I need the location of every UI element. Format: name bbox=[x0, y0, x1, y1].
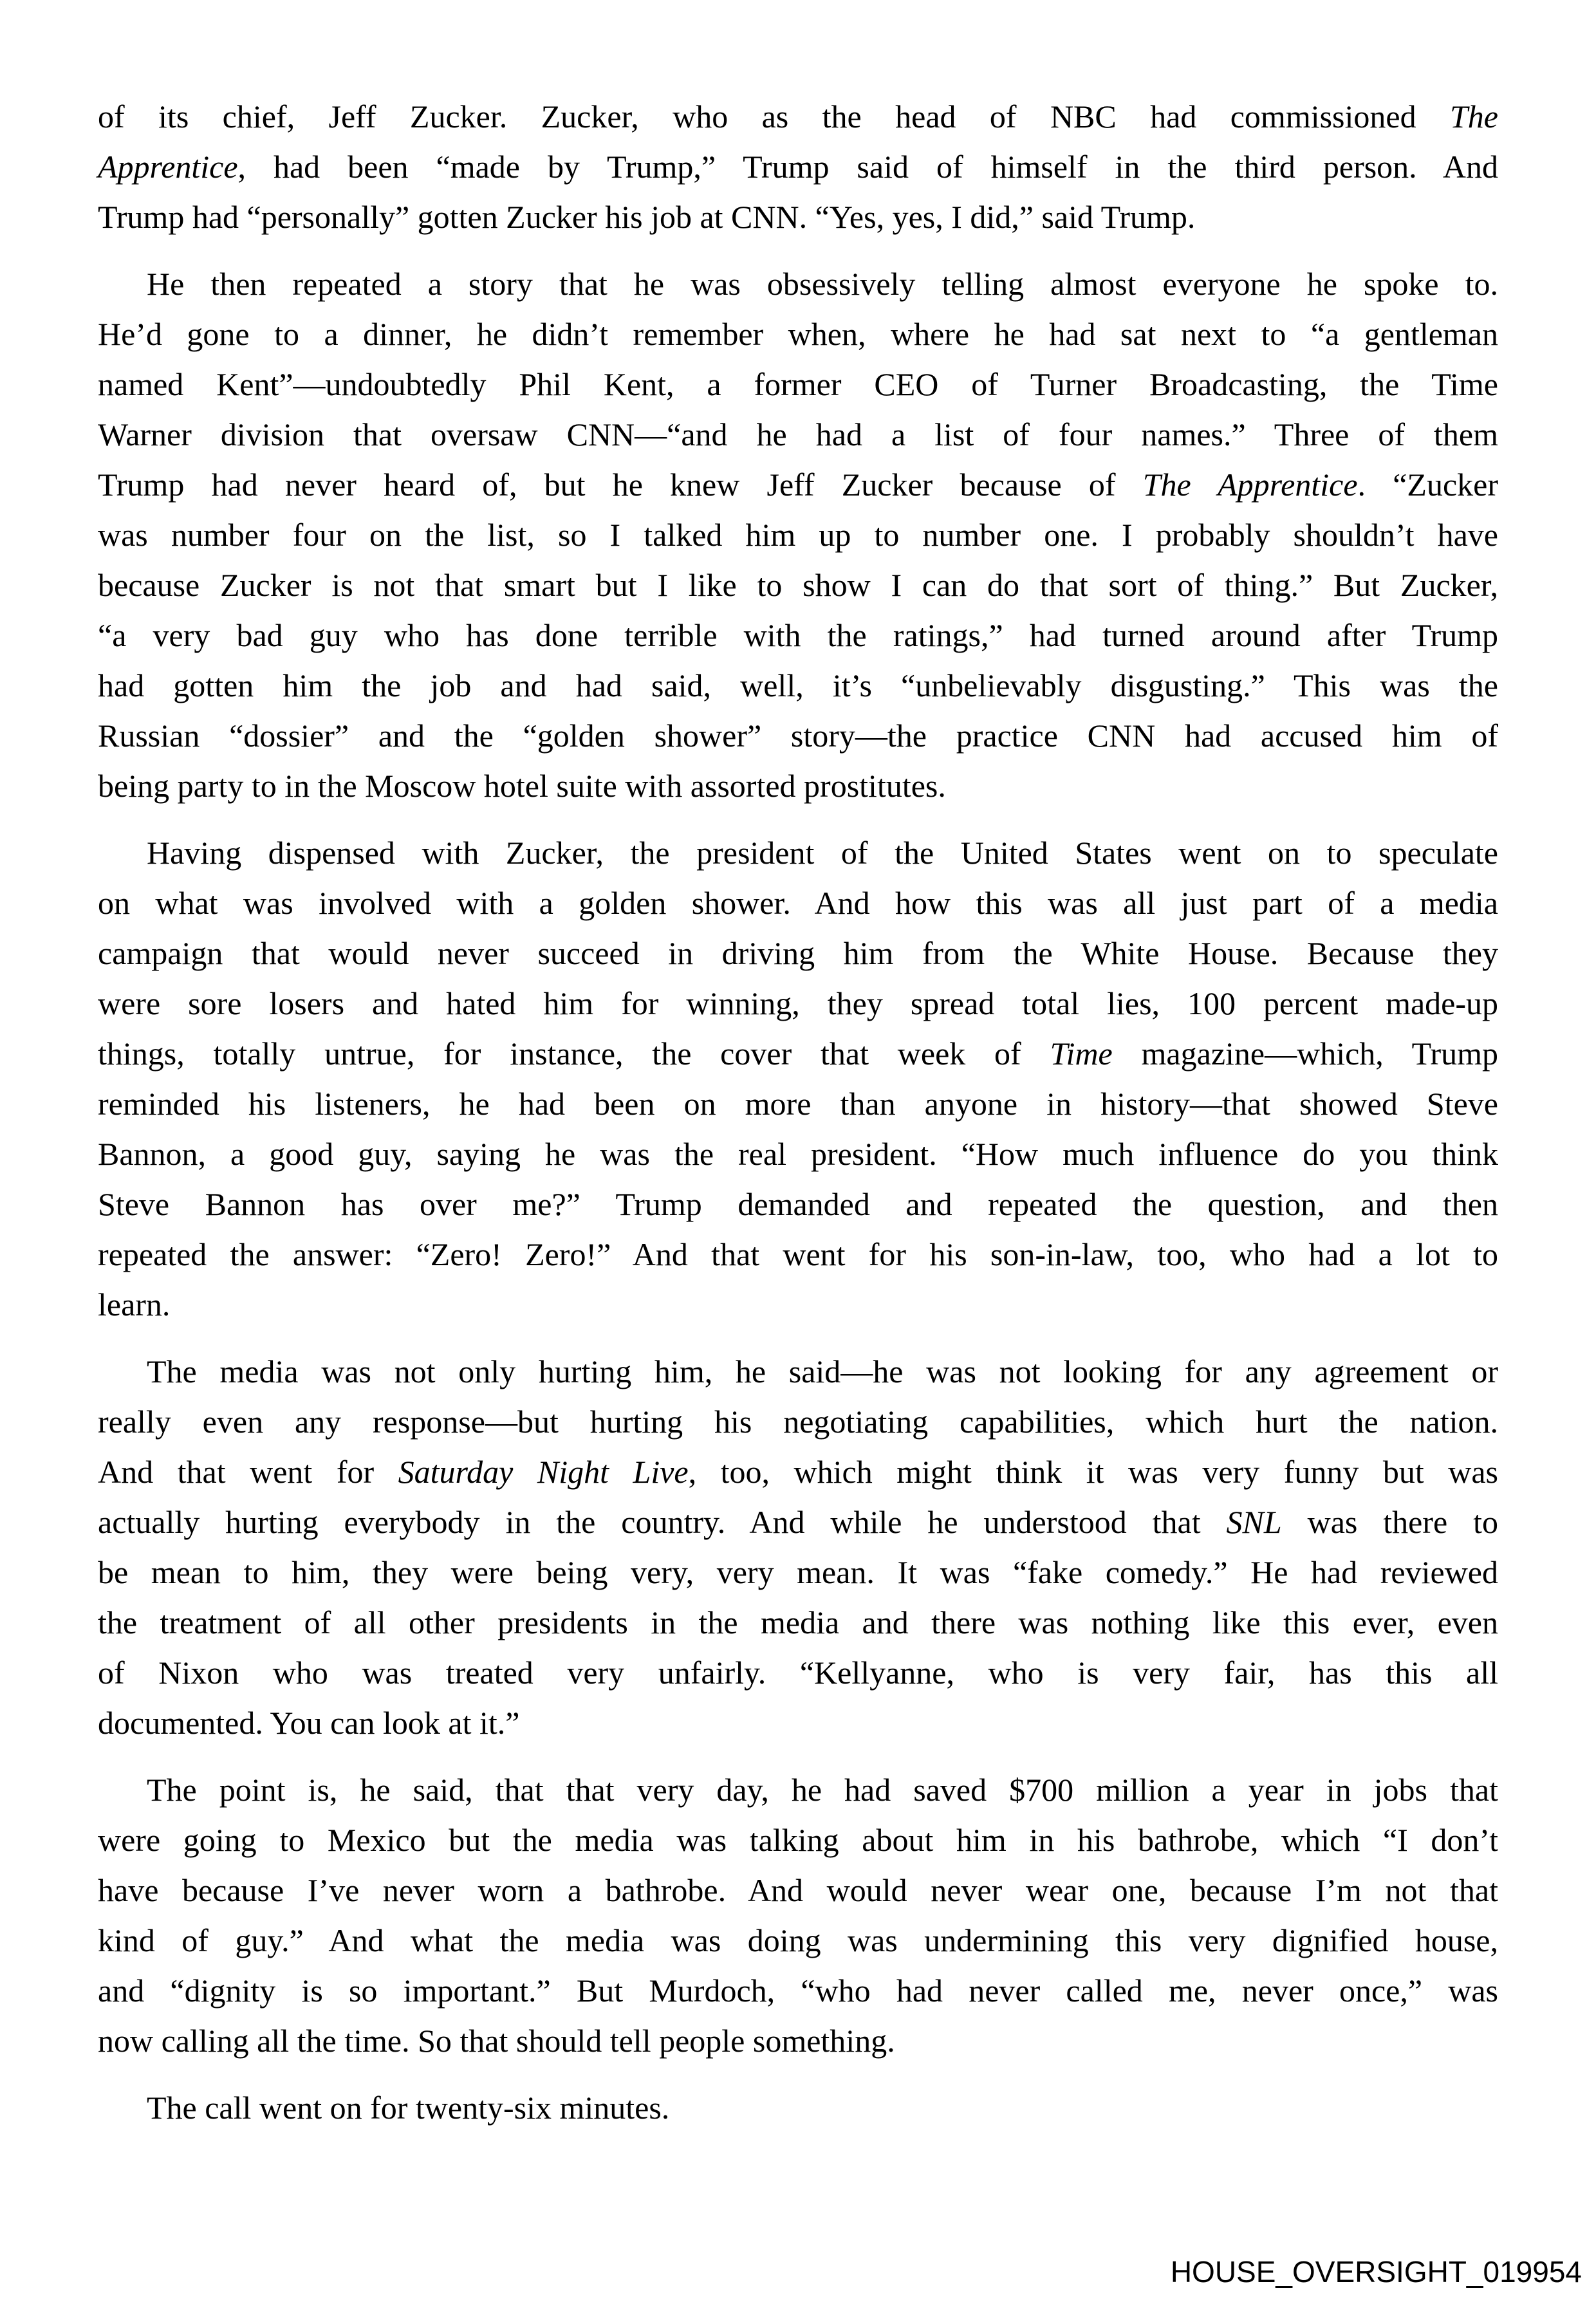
text-line: of Nixon who was treated very unfairly. “Kellyanne, who is very fair, has this all bbox=[98, 1655, 1498, 1691]
text-line: being party to in the Moscow hotel suite with assorted prostitutes. bbox=[98, 768, 946, 804]
text-line: reminded his listeners, he had been on more than anyone in history—that showed Steve bbox=[98, 1086, 1498, 1122]
text-line: the treatment of all other presidents in the media and there was nothing like this ever, even bbox=[98, 1604, 1498, 1640]
text-line: The call went on for twenty-six minutes. bbox=[147, 2090, 670, 2126]
text-line: were going to Mexico but the media was talking about him in his bathrobe, which “I don’t bbox=[98, 1822, 1498, 1858]
text-line: have because I’ve never worn a bathrobe. And would never wear one, because I’m not that bbox=[98, 1872, 1498, 1908]
paragraph bbox=[98, 828, 1498, 1330]
paragraph bbox=[98, 1765, 1498, 2066]
text-line: The point is, he said, that that very day, he had saved $700 million a year in jobs that bbox=[147, 1772, 1498, 1808]
text-line: of its chief, Jeff Zucker. Zucker, who as the head of NBC had commissioned The bbox=[98, 98, 1498, 135]
paragraph bbox=[98, 1346, 1498, 1748]
text-line: really even any response—but hurting his negotiating capabilities, which hurt the nation. bbox=[98, 1404, 1498, 1440]
text-line: And that went for Saturday Night Live, too, which might think it was very funny but was bbox=[98, 1454, 1499, 1490]
text-line: The media was not only hurting him, he said—he was not looking for any agreement or bbox=[147, 1353, 1498, 1389]
text-line: kind of guy.” And what the media was doing was undermining this very dignified house, bbox=[98, 1922, 1498, 1958]
text-line: Apprentice, had been “made by Trump,” Trump said of himself in the third person. And bbox=[98, 149, 1498, 185]
bates-stamp: HOUSE_OVERSIGHT_019954 bbox=[1170, 2255, 1582, 2288]
text-line: Trump had never heard of, but he knew Jeff Zucker because of The Apprentice. “Zucker bbox=[98, 467, 1498, 503]
text-line: Warner division that oversaw CNN—“and he had a list of four names.” Three of them bbox=[98, 416, 1498, 452]
text-line: and “dignity is so important.” But Murdoch, “who had never called me, never once,” was bbox=[98, 1972, 1498, 2009]
text-line: things, totally untrue, for instance, the cover that week of Time magazine—which, Trump bbox=[98, 1035, 1498, 1072]
text-line: Bannon, a good guy, saying he was the real president. “How much influence do you think bbox=[98, 1136, 1498, 1172]
paragraph bbox=[98, 2083, 1498, 2133]
text-line: Having dispensed with Zucker, the president of the United States went on to speculate bbox=[147, 835, 1498, 871]
text-line: because Zucker is not that smart but I like to show I can do that sort of thing.” But Zucker, bbox=[98, 567, 1498, 603]
text-line: Steve Bannon has over me?” Trump demanded and repeated the question, and then bbox=[98, 1186, 1498, 1222]
text-line: on what was involved with a golden shower. And how this was all just part of a media bbox=[98, 885, 1498, 921]
text-line: named Kent”—undoubtedly Phil Kent, a former CEO of Turner Broadcasting, the Time bbox=[98, 366, 1498, 402]
text-line: actually hurting everybody in the country. And while he understood that SNL was there to bbox=[98, 1504, 1499, 1540]
text-line: was number four on the list, so I talked him up to number one. I probably shouldn’t have bbox=[98, 517, 1498, 553]
text-line: campaign that would never succeed in driving him from the White House. Because they bbox=[98, 935, 1498, 971]
text-line: Russian “dossier” and the “golden shower” story—the practice CNN had accused him of bbox=[98, 718, 1498, 754]
text-line: “a very bad guy who has done terrible with the ratings,” had turned around after Trump bbox=[98, 617, 1498, 653]
text-line: now calling all the time. So that should tell people something. bbox=[98, 2023, 895, 2059]
text-line: be mean to him, they were being very, very mean. It was “fake comedy.” He had reviewed bbox=[98, 1554, 1498, 1590]
text-line: were sore losers and hated him for winning, they spread total lies, 100 percent made-up bbox=[98, 985, 1498, 1021]
text-line: repeated the answer: “Zero! Zero!” And that went for his son-in-law, too, who had a lot to bbox=[98, 1236, 1498, 1272]
paragraph bbox=[98, 91, 1498, 242]
paragraph bbox=[98, 259, 1498, 811]
body-text-block bbox=[98, 91, 1498, 2149]
text-line: Trump had “personally” gotten Zucker his job at CNN. “Yes, yes, I did,” said Trump. bbox=[98, 199, 1196, 235]
text-line: documented. You can look at it.” bbox=[98, 1705, 520, 1741]
text-line: He then repeated a story that he was obsessively telling almost everyone he spoke to. bbox=[147, 266, 1498, 302]
text-line: He’d gone to a dinner, he didn’t remember when, where he had sat next to “a gentleman bbox=[98, 316, 1498, 352]
text-line: had gotten him the job and had said, well, it’s “unbelievably disgusting.” This was the bbox=[98, 667, 1498, 703]
text-line: learn. bbox=[98, 1286, 171, 1323]
